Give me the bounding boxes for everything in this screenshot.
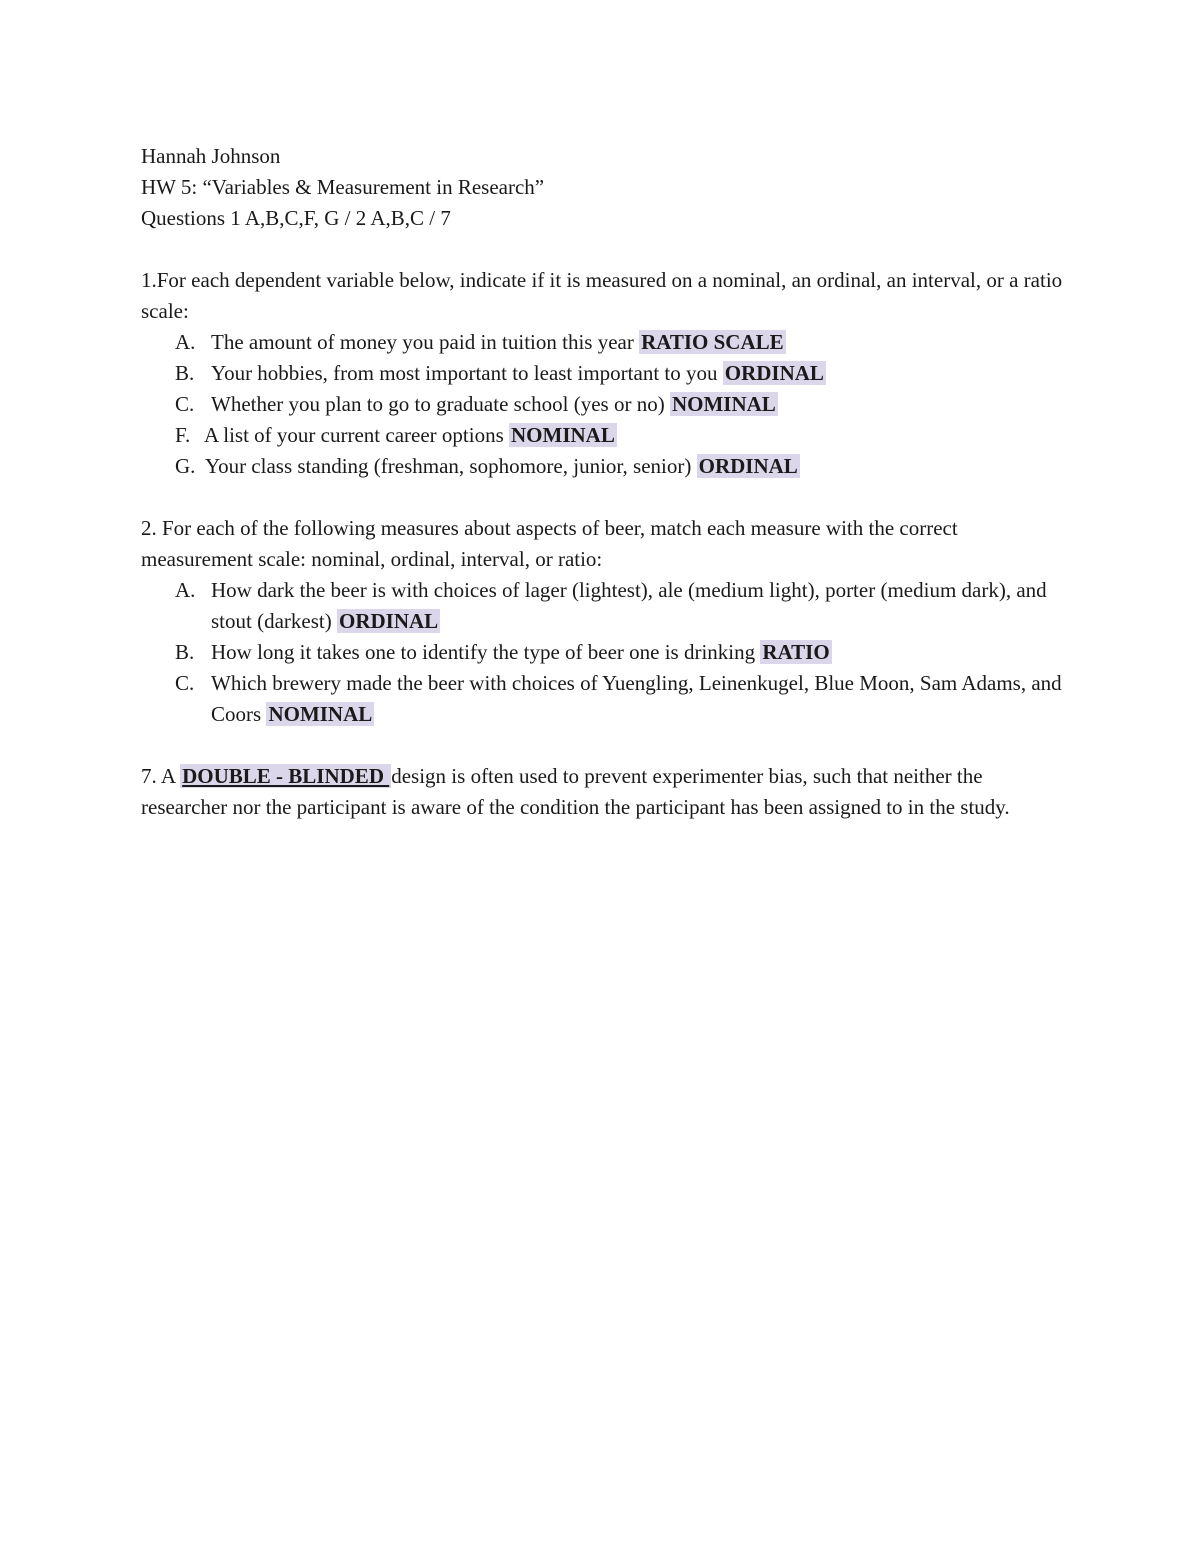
item-marker: G. xyxy=(175,454,196,478)
question-1-item-a xyxy=(141,327,1071,358)
answer-highlight: ORDINAL xyxy=(724,361,824,385)
answer-highlight: RATIO SCALE xyxy=(641,330,784,354)
item-text: Your class standing (freshman, sophomore, junior, senior) xyxy=(205,454,697,478)
item-marker: A. xyxy=(175,330,196,354)
item-marker: B. xyxy=(175,361,195,385)
question-2-item-b xyxy=(141,637,1071,668)
question-2-item-c xyxy=(141,668,1071,730)
spacer xyxy=(141,482,1071,513)
item-marker: A. xyxy=(175,578,196,602)
item-text: Your hobbies, from most important to least important to you xyxy=(211,361,723,385)
item-marker: F. xyxy=(175,423,191,447)
spacer xyxy=(141,234,1071,265)
answer-highlight: ORDINAL xyxy=(338,609,439,633)
question-1-prompt: 1.For each dependent variable below, indicate if it is measured on a nominal, an ordinal, an interval, or a ratio scale: xyxy=(141,268,1063,323)
answer-highlight: ORDINAL xyxy=(698,454,798,478)
spacer xyxy=(141,730,1071,761)
answer-highlight: NOMINAL xyxy=(268,702,373,726)
question-2-item-a xyxy=(141,575,1071,637)
question-2-prompt: 2. For each of the following measures about aspects of beer, match each measure with the correct measurement scale: nominal, ordinal, interval, or ratio: xyxy=(141,516,958,571)
student-name: Hannah Johnson xyxy=(141,144,281,168)
answer-highlight: DOUBLE - BLINDED xyxy=(182,764,390,788)
question-2-items xyxy=(141,575,1071,730)
question-7-suffix: design is often used to prevent experimenter bias, such that neither the researcher nor the participant is aware of the condition the participant has been assigned to in the study. xyxy=(141,764,1010,819)
answer-highlight: RATIO xyxy=(762,640,830,664)
question-1-item-g xyxy=(141,451,1071,482)
questions-list: Questions 1 A,B,C,F, G / 2 A,B,C / 7 xyxy=(141,206,451,230)
item-text: Whether you plan to go to graduate school (yes or no) xyxy=(211,392,670,416)
item-marker: C. xyxy=(175,392,195,416)
item-text: How dark the beer is with choices of lager (lightest), ale (medium light), porter (medium dark), and stout (darkest) xyxy=(211,578,1047,633)
item-marker: C. xyxy=(175,671,195,695)
answer-highlight: NOMINAL xyxy=(671,392,776,416)
item-text: A list of your current career options xyxy=(204,423,509,447)
item-text: How long it takes one to identify the type of beer one is drinking xyxy=(211,640,761,664)
item-text: The amount of money you paid in tuition this year xyxy=(211,330,640,354)
homework-title: HW 5: “Variables & Measurement in Research” xyxy=(141,175,545,199)
question-7-text xyxy=(141,761,1071,823)
question-1-item-c xyxy=(141,389,1071,420)
question-7-prefix: 7. A xyxy=(141,764,181,788)
answer-highlight: NOMINAL xyxy=(511,423,615,447)
item-text: Which brewery made the beer with choices of Yuengling, Leinenkugel, Blue Moon, Sam Adams, and Coors xyxy=(211,671,1062,726)
question-1-item-f xyxy=(141,420,1071,451)
document-page xyxy=(141,141,1071,823)
item-marker: B. xyxy=(175,640,195,664)
question-1-item-b xyxy=(141,358,1071,389)
question-1-items xyxy=(141,327,1071,482)
